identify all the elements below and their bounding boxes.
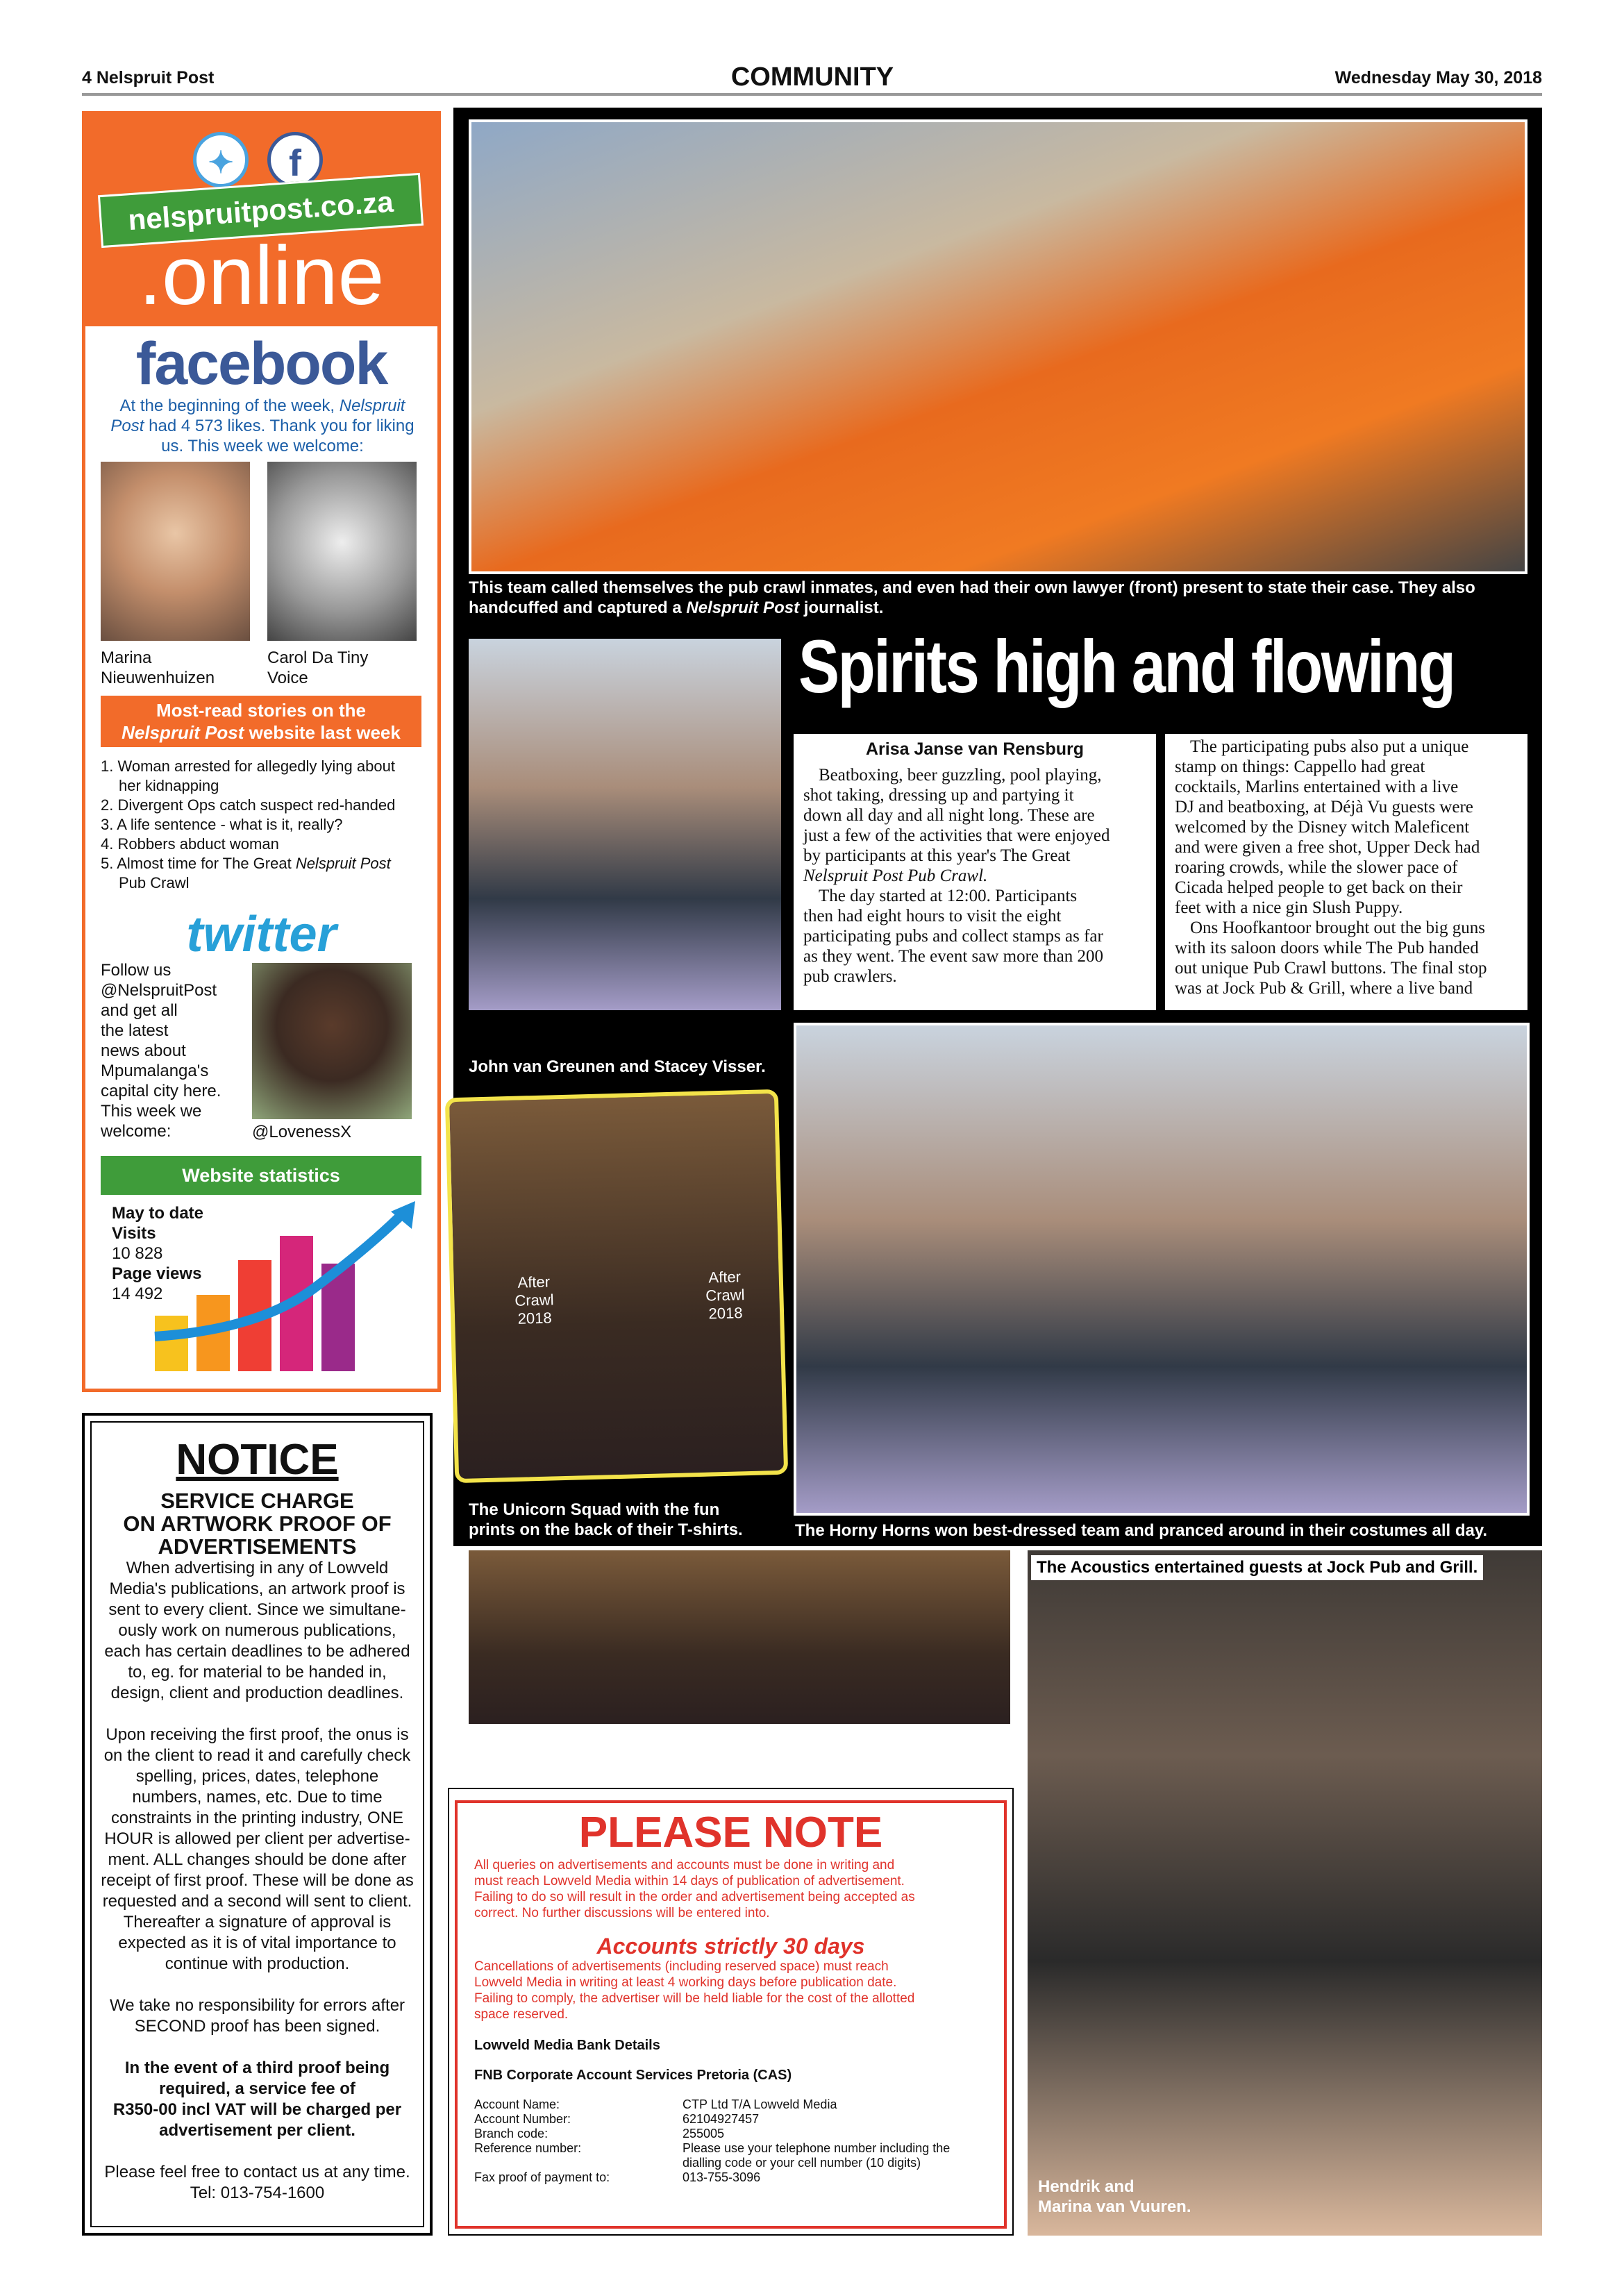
sidebar <box>82 111 441 1392</box>
header-rule <box>82 93 1542 96</box>
notice-inner <box>90 1421 424 2227</box>
please-note-p2: Cancellations of advertisements (including reserved space) must reach Lowveld Media in writing at least 4 working days before publication date. Failing to comply, the advertiser will be held liable for the cost of the allotted space reserved. <box>474 1959 915 2022</box>
notice-p2: Upon receiving the first proof, the onus is on the client to read it and carefully check spelling, prices, dates, telephone numbers, names, etc. Due to time constraints in the printing industry, ONE HOUR is allowed per client per advertise- ment. ALL changes should be done after receipt of first proof. These will be done as requested and a second will sent to client. Thereafter a signature of approval is expected as it is of vital importance to continue with production. <box>101 1725 414 1973</box>
byline: Arisa Janse van Rensburg <box>865 739 1084 759</box>
list-item: Pub Crawl <box>119 874 190 891</box>
notice-p3: We take no responsibility for errors after SECOND proof has been signed. <box>109 1996 405 2036</box>
caption-horns: The Horny Horns won best-dressed team and pranced around in their costumes all day. <box>795 1521 1488 1540</box>
list-item[interactable]: 4. Robbers abduct woman <box>101 835 279 853</box>
photo-loveness <box>252 963 412 1119</box>
photo-pub-crawl-inmates <box>469 119 1527 574</box>
table-row: Account Name: CTP Ltd T/A Lowveld Media <box>474 2097 837 2111</box>
photo-unicorn-squad <box>445 1089 788 1483</box>
section-title: COMMUNITY <box>730 62 894 92</box>
photo-horny-horns <box>794 1023 1530 1516</box>
notice-p1: When advertising in any of Lowveld Media's publications, an artwork proof is sent to every client. Since we simultane- ously work on numerous publications, each has certain deadlines to be adhered to, eg. for material to be handed in, design, client and production deadlines. <box>104 1559 410 1702</box>
caption-blackcat: The Black Cat Squad handed out their cards throughout the day, leaving their mark wherever they went. <box>467 1732 977 1770</box>
photo-acoustics-hendrik <box>1028 1550 1542 2236</box>
online-wordmark: .online <box>138 229 385 322</box>
list-item[interactable]: 1. Woman arrested for allegedly lying about <box>101 757 395 775</box>
sidebar-orange-head <box>85 115 437 326</box>
notice-p5: Please feel free to contact us at any time. Tel: 013-754-1600 <box>104 2163 410 2202</box>
headline: Spirits high and flowing <box>798 624 1455 708</box>
most-read-banner: Most-read stories on the Nelspruit Post website last week <box>101 696 421 747</box>
growth-chart-icon <box>141 1198 433 1385</box>
stats-banner: Website statistics <box>101 1156 421 1195</box>
page-folio: 4 Nelspruit Post <box>82 68 215 87</box>
caption-unicorn: The Unicorn Squad with the fun prints on the back of their T-shirts. <box>469 1500 743 1539</box>
table-row: Reference number: Please use your telephone number including the <box>474 2141 951 2155</box>
please-note-box <box>455 1800 1007 2229</box>
list-item: her kidnapping <box>119 777 219 794</box>
text-column-1: Arisa Janse van Rensburg Beatboxing, beer guzzling, pool playing, shot taking, dressing up and partying it down all day and all night long. These are just a few of the activities that were enjoyed by participants at this year's The Great Nelspruit Post Pub Crawl. The day started at 12:00. Participants then had eight hours to visit the eight participating pubs and collect stamps as far as they went. The event saw more than 200 pub crawlers. <box>794 734 1156 1010</box>
tshirt-print-left: After Crawl 2018 <box>514 1273 554 1327</box>
facebook-intro: At the beginning of the week, Nelspruit Post had 4 573 likes. Thank you for liking us. This week we welcome: <box>110 396 415 455</box>
stats-block: May to date Visits 10 828 Page views 14 492 <box>112 1204 204 1303</box>
caption-acoustics: The Acoustics entertained guests at Jock Pub and Grill. <box>1031 1555 1483 1580</box>
table-row: dialling code or your cell number (10 digits) <box>683 2156 921 2170</box>
table-row: Fax proof of payment to: 013-755-3096 <box>474 2170 761 2184</box>
bank-table <box>474 2097 987 2185</box>
twitter-text: Follow us @NelspruitPost and get all the latest news about Mpumalanga's capital city here. This week we welcome: <box>101 961 221 1141</box>
please-note-title: PLEASE NOTE <box>578 1809 883 1857</box>
site-url-banner[interactable]: nelspruitpost.co.za <box>98 173 424 248</box>
list-item[interactable]: 5. Almost time for The Great Nelspruit Post <box>101 855 391 872</box>
photo-carol <box>267 462 417 641</box>
accounts-subtitle: Accounts strictly 30 days <box>596 1934 865 1959</box>
photo-john-stacey <box>469 639 781 1010</box>
caption-inmates: This team called themselves the pub crawl inmates, and even had their own lawyer (front) present to state their case. They also handcuffed and captured a Nelspruit Post journalist. <box>469 578 1475 617</box>
text-column-2: The participating pubs also put a unique stamp on things: Cappello had great cocktails, Marlins entertained with a live DJ and beatboxing, at Déjà Vu guests were welcomed by the Disney witch Maleficent and were given a free shot, Upper Deck had roaring crowds, while the slower pace of Cicada helped people to get back on their feet with a nice gin Slush Puppy. Ons Hoofkantoor brought out the big guns with its saloon doors while The Pub handed out unique Pub Crawl buttons. The final stop was at Jock Pub & Grill, where a live band <box>1165 734 1527 1010</box>
twitter-handle[interactable]: @LovenessX <box>252 1123 352 1141</box>
please-note-p1: All queries on advertisements and accounts must be done in writing and must reach Lowveld Media within 14 days of publication of advertisement. Failing to do so will result in the order and advertisement being accepted as correct. No further discussions will be entered into. <box>474 1858 915 1920</box>
bank-subtitle: FNB Corporate Account Services Pretoria (CAS) <box>474 2068 792 2083</box>
photo-black-cat-squad <box>469 1550 1010 1724</box>
fb-person-1: Marina Nieuwenhuizen <box>101 648 215 687</box>
tshirt-print-right: After Crawl 2018 <box>705 1268 745 1323</box>
notice-box <box>82 1413 433 2236</box>
bank-title: Lowveld Media Bank Details <box>474 2038 660 2053</box>
photo-marina <box>101 462 250 641</box>
most-read-list <box>101 757 427 893</box>
list-item[interactable]: 3. A life sentence - what is it, really? <box>101 816 343 833</box>
list-item[interactable]: 2. Divergent Ops catch suspect red-handed <box>101 796 396 814</box>
notice-title: NOTICE <box>176 1436 339 1484</box>
twitter-logo: twitter <box>186 907 337 962</box>
caption-hendrik: Hendrik and Marina van Vuuren. <box>1038 2177 1191 2216</box>
twitter-bird-icon[interactable]: ✦ <box>193 132 249 187</box>
table-row: Account Number: 62104927457 <box>474 2112 760 2126</box>
table-row: Branch code: 255005 <box>474 2127 725 2140</box>
caption-john: John van Greunen and Stacey Visser. <box>469 1057 766 1076</box>
fb-person-2: Carol Da Tiny Voice <box>267 648 369 687</box>
notice-p4: In the event of a third proof being required, a service fee of R350-00 incl VAT will be charged per advertisement per client. <box>112 2059 402 2140</box>
facebook-logo: facebook <box>135 330 387 397</box>
facebook-f-icon[interactable]: f <box>267 132 323 187</box>
notice-subtitle: SERVICE CHARGE ON ARTWORK PROOF OF ADVERTISEMENTS <box>123 1489 392 1559</box>
page-date: Wednesday May 30, 2018 <box>1334 68 1542 87</box>
